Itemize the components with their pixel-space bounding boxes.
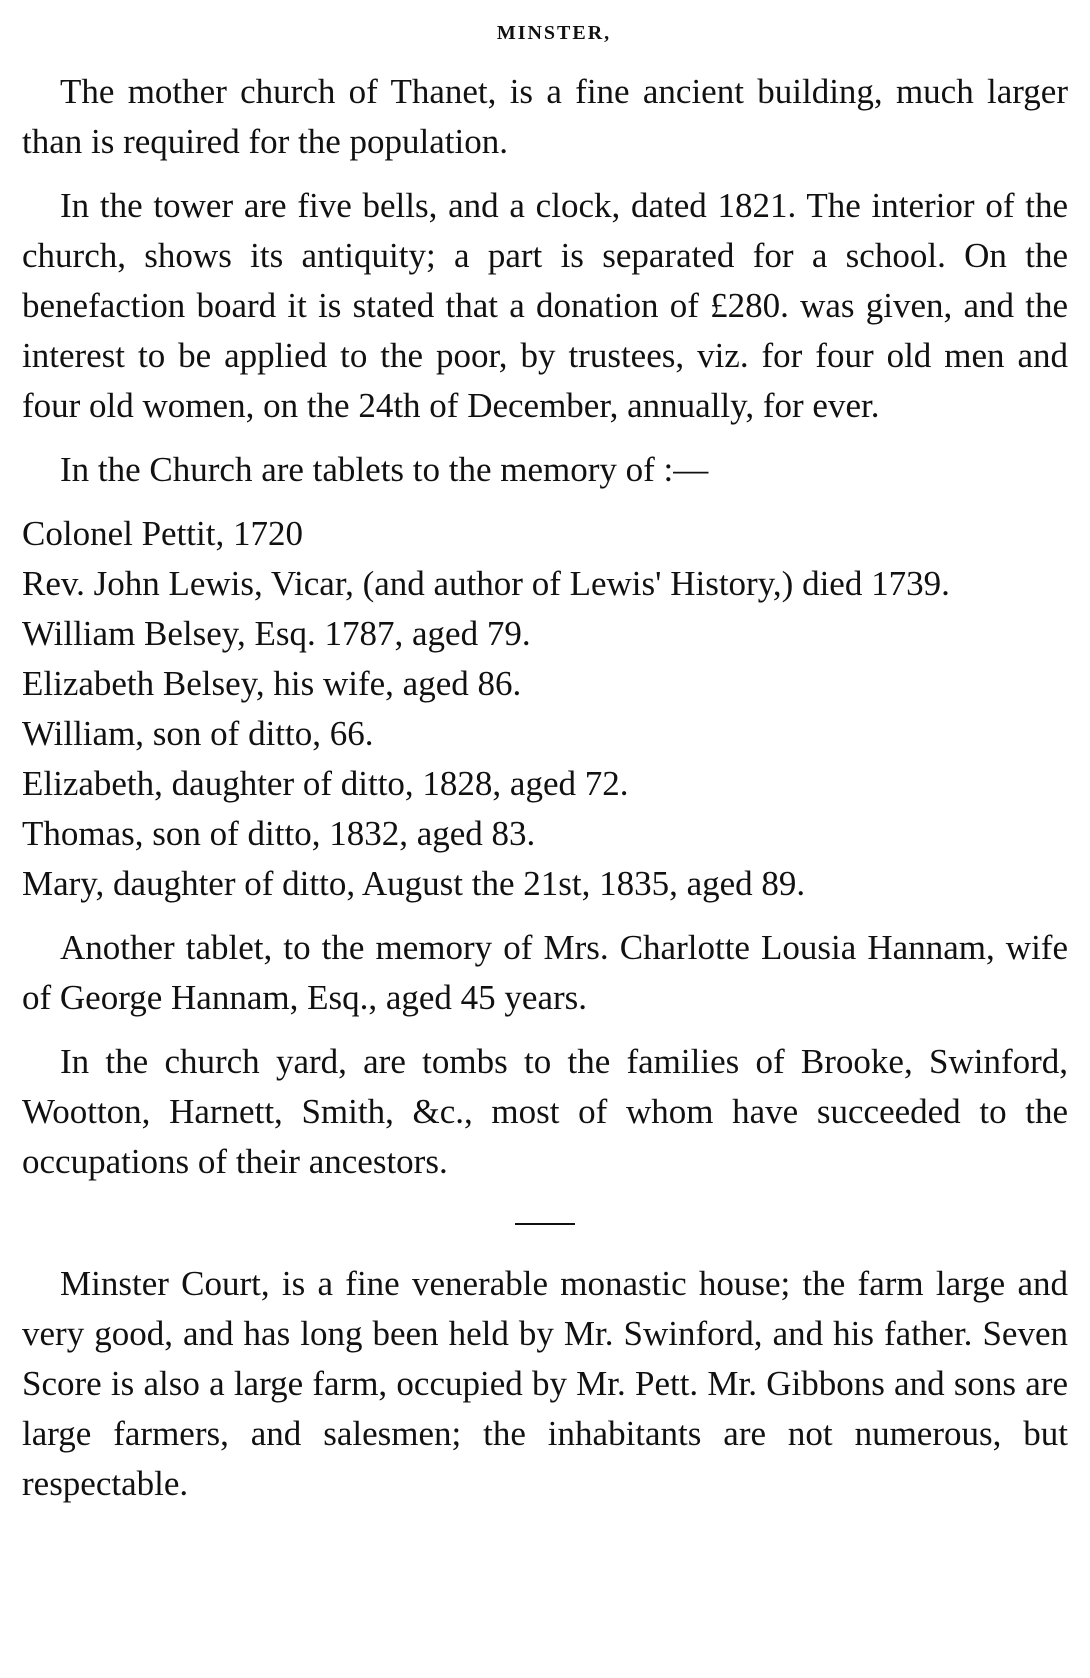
paragraph-church-yard: In the church yard, are tombs to the families of Brooke, Swinford, Wootton, Harnett, Smith, &c., most of whom have succeeded to the occupations of their ancestors. xyxy=(22,1042,1068,1181)
list-item: Thomas, son of ditto, 1832, aged 83. xyxy=(22,814,536,853)
list-item: Elizabeth, daughter of ditto, 1828, aged 72. xyxy=(22,764,629,803)
tablet-list xyxy=(22,509,1068,909)
list-item: Mary, daughter of ditto, August the 21st, 1835, aged 89. xyxy=(22,864,806,903)
list-item: William Belsey, Esq. 1787, aged 79. xyxy=(22,614,531,653)
running-head: MINSTER, xyxy=(496,22,612,44)
paragraph-minster-court: Minster Court, is a fine venerable monastic house; the farm large and very good, and has long been held by Mr. Swinford, and his father. Seven Score is also a large farm, occupied by Mr. Pett. Mr. Gibbons and sons are large farmers, and salesmen; the inhabitants are not numerous, but respectable. xyxy=(22,1264,1068,1503)
paragraph-hannam-tablet: Another tablet, to the memory of Mrs. Charlotte Lousia Hannam, wife of George Hannam, Esq., aged 45 years. xyxy=(22,928,1068,1017)
paragraph-tablets-intro: In the Church are tablets to the memory of :— xyxy=(60,450,709,489)
list-item: Colonel Pettit, 1720 xyxy=(22,514,303,553)
paragraph-tower-bells: In the tower are five bells, and a clock, dated 1821. The interior of the church, shows its antiquity; a part is separated for a school. On the benefaction board it is stated that a donation of £280. was given, and the interest to be applied to the poor, by trustees, viz. for four old men and four old women, on the 24th of December, annually, for ever. xyxy=(22,186,1068,425)
section-divider xyxy=(515,1223,575,1225)
list-item: Elizabeth Belsey, his wife, aged 86. xyxy=(22,664,522,703)
list-item: William, son of ditto, 66. xyxy=(22,714,374,753)
paragraph-mother-church: The mother church of Thanet, is a fine ancient building, much larger than is required for the population. xyxy=(22,72,1068,161)
list-item: Rev. John Lewis, Vicar, (and author of Lewis' History,) died 1739. xyxy=(22,564,950,603)
